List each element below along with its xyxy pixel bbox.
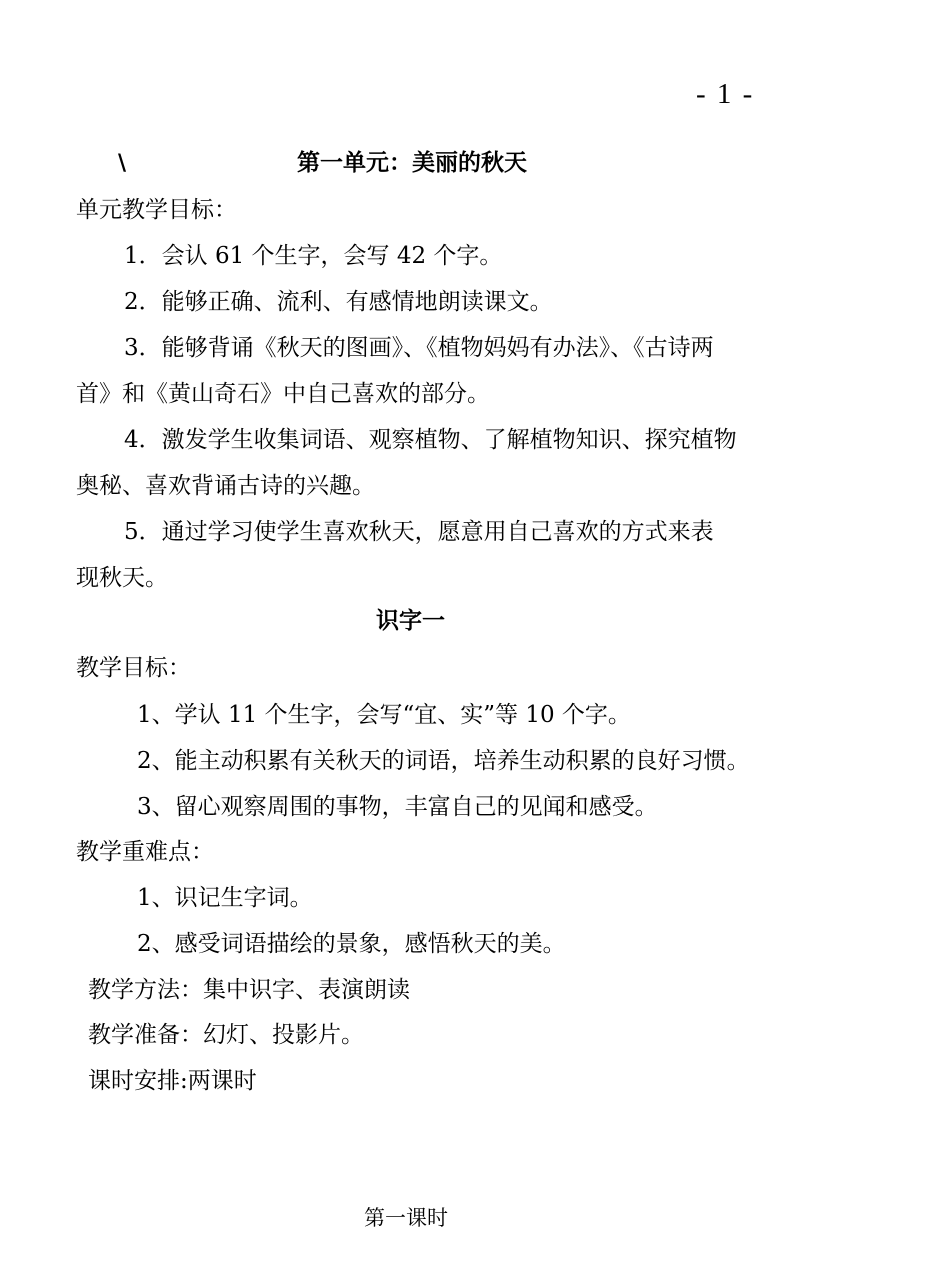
page-number: - 1 - — [696, 78, 755, 110]
unit-title: 第一单元：美丽的秋天 — [297, 150, 527, 176]
key-point-1: 1、识记生字词。 — [137, 885, 313, 911]
unit-goal-4: 4．激发学生收集词语、观察植物、了解植物知识、探究植物 — [124, 427, 737, 453]
unit-goal-2: 2．能够正确、流利、有感情地朗读课文。 — [124, 289, 553, 315]
period-title: 第一课时 — [364, 1206, 448, 1230]
unit-goal-4-continued: 奥秘、喜欢背诵古诗的兴趣。 — [76, 473, 375, 499]
lesson-objective-1: 1、学认 11 个生字，会写“宜、实”等 10 个字。 — [137, 702, 631, 728]
lesson-objective-3: 3、留心观察周围的事物，丰富自己的见闻和感受。 — [137, 794, 658, 820]
unit-goals-heading: 单元教学目标： — [76, 197, 237, 223]
lesson-objective-2: 2、能主动积累有关秋天的词语，培养生动积累的良好习惯。 — [137, 748, 750, 774]
teaching-method: 教学方法：集中识字、表演朗读 — [88, 977, 410, 1003]
unit-goal-3-continued: 首》和《黄山奇石》中自己喜欢的部分。 — [76, 381, 490, 407]
unit-goal-5: 5．通过学习使学生喜欢秋天，愿意用自己喜欢的方式来表 — [124, 519, 714, 545]
lesson-title: 识字一 — [376, 608, 445, 634]
class-schedule: 课时安排:两课时 — [88, 1068, 257, 1094]
key-points-heading: 教学重难点： — [76, 839, 214, 865]
margin-marker: \ — [118, 151, 127, 176]
key-point-2: 2、感受词语描绘的景象，感悟秋天的美。 — [137, 931, 566, 957]
unit-goal-5-continued: 现秋天。 — [76, 565, 168, 591]
unit-goal-3: 3．能够背诵《秋天的图画》、《植物妈妈有办法》、《古诗两 — [124, 335, 714, 361]
lesson-objectives-heading: 教学目标： — [76, 655, 191, 681]
teaching-preparation: 教学准备：幻灯、投影片。 — [88, 1022, 364, 1048]
unit-goal-1: 1．会认 61 个生字，会写 42 个字。 — [124, 243, 503, 269]
